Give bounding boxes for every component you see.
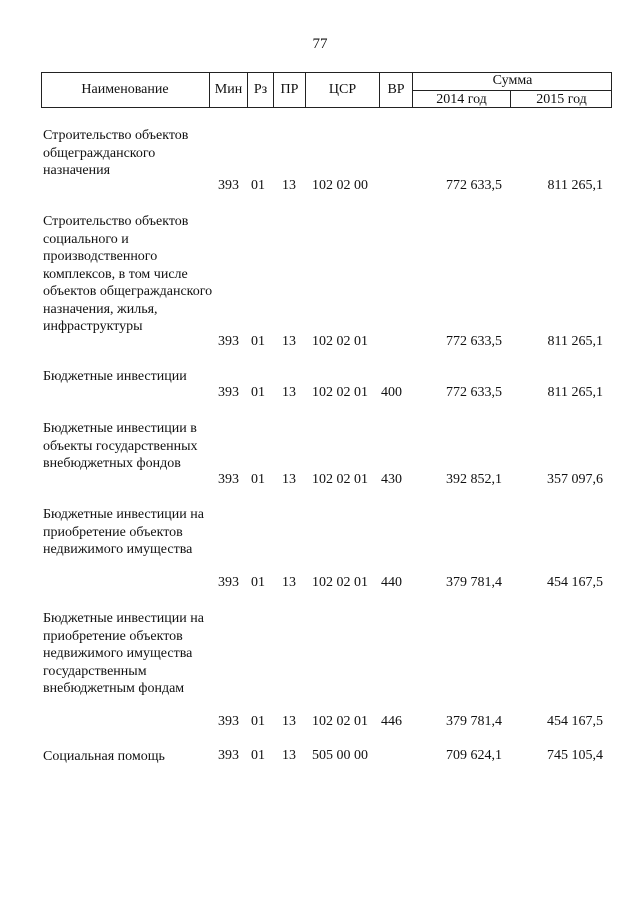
table-row xyxy=(0,368,640,403)
table-header xyxy=(41,72,612,108)
header-name: Наименование xyxy=(81,82,169,97)
row-min: 393 xyxy=(218,178,239,193)
row-csr: 102 02 01 xyxy=(312,472,368,487)
row-pr: 13 xyxy=(282,385,296,400)
row-name: Строительство объектов социального и производственного комплексов, в том числе объектов общегражданского назначения, жилья, инфраструктуры xyxy=(43,214,213,334)
row-vr: 440 xyxy=(381,575,402,590)
row-name: Бюджетные инвестиции в объекты государственных внебюджетных фондов xyxy=(43,421,198,471)
row-pr: 13 xyxy=(282,334,296,349)
row-name: Социальная помощь xyxy=(43,749,165,764)
row-rz: 01 xyxy=(251,714,265,729)
row-sum-2014: 392 852,1 xyxy=(446,472,502,487)
row-sum-2015: 745 105,4 xyxy=(547,748,603,763)
page-number: 77 xyxy=(312,36,328,52)
row-pr: 13 xyxy=(282,714,296,729)
row-sum-2015: 454 167,5 xyxy=(547,714,603,729)
row-rz: 01 xyxy=(251,334,265,349)
row-name: Бюджетные инвестиции xyxy=(43,369,187,384)
table-row xyxy=(0,127,640,197)
row-rz: 01 xyxy=(251,178,265,193)
row-vr: 400 xyxy=(381,385,402,400)
row-pr: 13 xyxy=(282,575,296,590)
header-min: Мин xyxy=(209,72,247,108)
row-csr: 505 00 00 xyxy=(312,748,368,763)
row-sum-2014: 772 633,5 xyxy=(446,385,502,400)
header-pr: ПР xyxy=(273,72,305,108)
row-vr: 446 xyxy=(381,714,402,729)
row-csr: 102 02 01 xyxy=(312,714,368,729)
row-pr: 13 xyxy=(282,472,296,487)
row-min: 393 xyxy=(218,385,239,400)
row-sum-2015: 357 097,6 xyxy=(547,472,603,487)
table-row xyxy=(0,213,640,353)
row-min: 393 xyxy=(218,472,239,487)
table-row xyxy=(0,748,640,766)
row-sum-2014: 379 781,4 xyxy=(446,714,502,729)
header-vr: ВР xyxy=(379,72,412,108)
header-2015: 2015 год xyxy=(510,90,612,108)
header-2014: 2014 год xyxy=(412,90,510,108)
row-csr: 102 02 01 xyxy=(312,385,368,400)
row-name: Бюджетные инвестиции на приобретение объектов недвижимого имущества государственным внебюджетным фондам xyxy=(43,611,204,696)
row-pr: 13 xyxy=(282,748,296,763)
row-sum-2015: 454 167,5 xyxy=(547,575,603,590)
row-min: 393 xyxy=(218,748,239,763)
row-pr: 13 xyxy=(282,178,296,193)
row-min: 393 xyxy=(218,714,239,729)
row-sum-2014: 379 781,4 xyxy=(446,575,502,590)
row-sum-2014: 772 633,5 xyxy=(446,178,502,193)
table-row xyxy=(0,420,640,490)
row-vr: 430 xyxy=(381,472,402,487)
header-csr: ЦСР xyxy=(305,72,379,108)
row-sum-2015: 811 265,1 xyxy=(547,178,603,193)
row-sum-2014: 772 633,5 xyxy=(446,334,502,349)
row-rz: 01 xyxy=(251,472,265,487)
row-min: 393 xyxy=(218,334,239,349)
row-rz: 01 xyxy=(251,748,265,763)
row-sum-2015: 811 265,1 xyxy=(547,334,603,349)
row-rz: 01 xyxy=(251,385,265,400)
row-csr: 102 02 00 xyxy=(312,178,368,193)
row-csr: 102 02 01 xyxy=(312,334,368,349)
row-sum-2014: 709 624,1 xyxy=(446,748,502,763)
row-name: Строительство объектов общегражданского назначения xyxy=(43,128,189,178)
row-min: 393 xyxy=(218,575,239,590)
row-sum-2015: 811 265,1 xyxy=(547,385,603,400)
row-name: Бюджетные инвестиции на приобретение объектов недвижимого имущества xyxy=(43,507,204,557)
header-sum: Сумма xyxy=(412,72,612,90)
header-rz: Рз xyxy=(247,72,273,108)
table-row xyxy=(0,506,640,594)
table-row xyxy=(0,610,640,732)
row-rz: 01 xyxy=(251,575,265,590)
row-csr: 102 02 01 xyxy=(312,575,368,590)
